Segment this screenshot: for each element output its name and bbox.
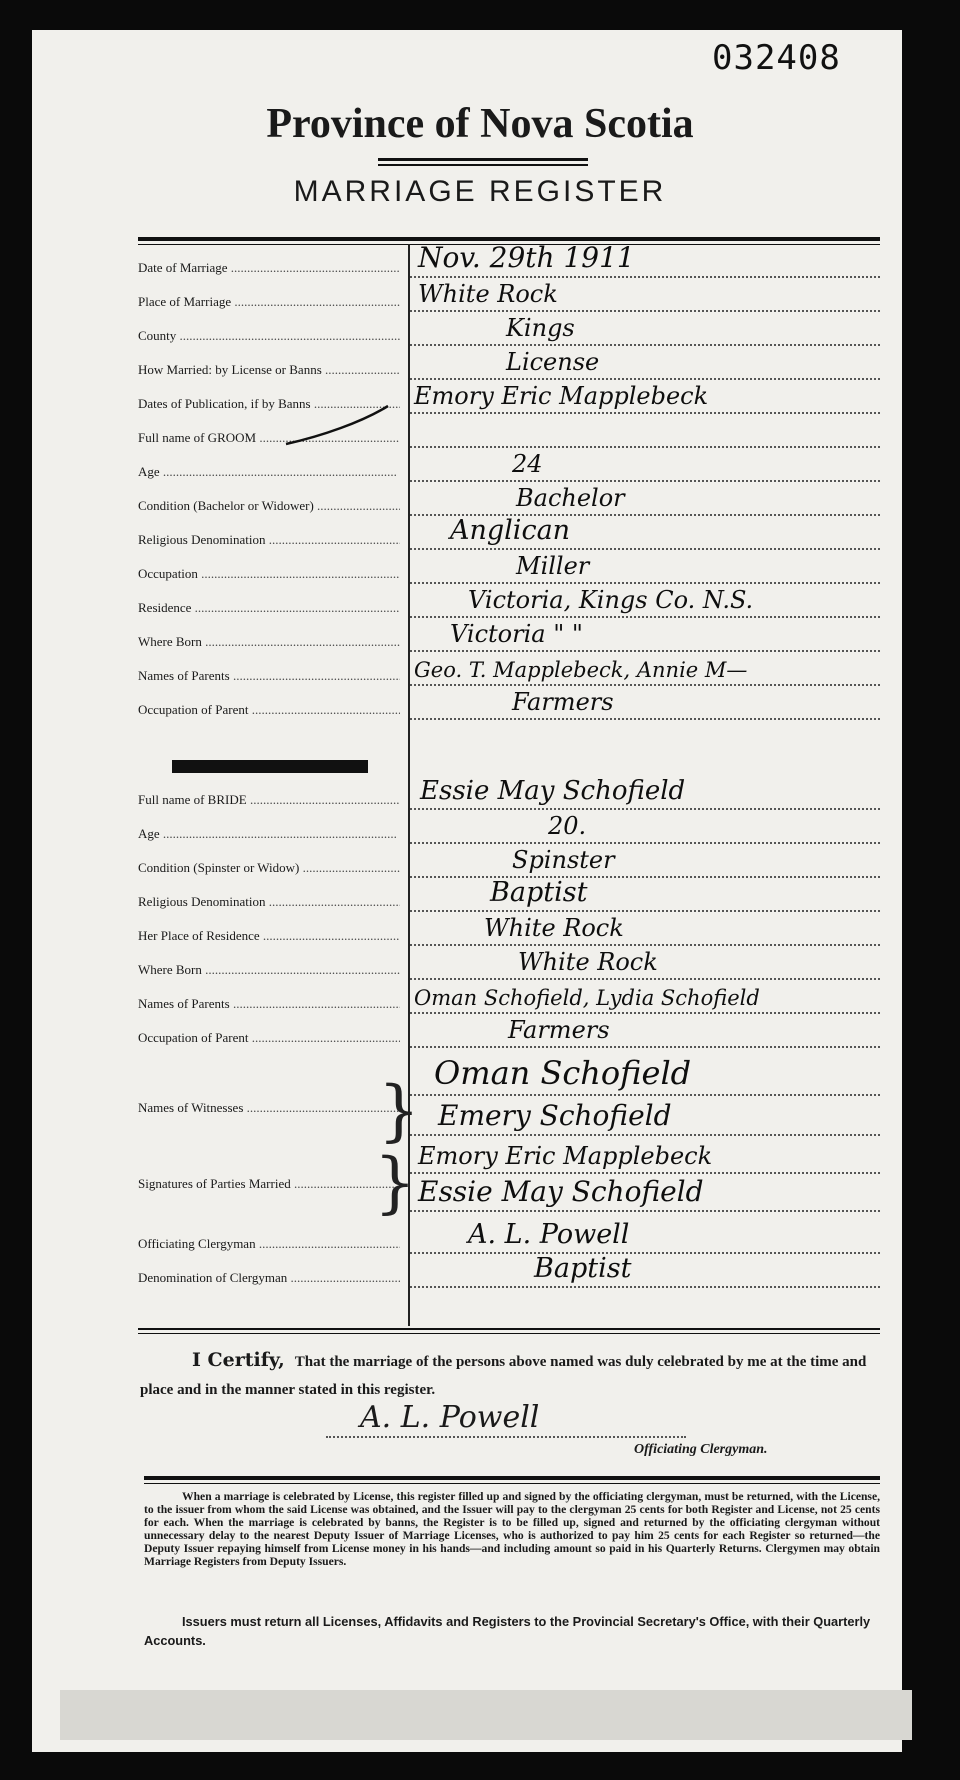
field-value: Baptist	[534, 1253, 632, 1284]
field-label: Officiating Clergyman .....	[138, 1236, 400, 1252]
field-label: Where Born .....	[138, 962, 400, 978]
field-value: Victoria, Kings Co. N.S.	[468, 586, 754, 614]
field-line	[410, 650, 880, 652]
field-bride-parents	[138, 984, 880, 1018]
field-groom-age	[138, 452, 880, 486]
form-title: Province of Nova Scotia	[266, 101, 694, 147]
field-label: Condition (Spinster or Widow) .....	[138, 860, 400, 876]
field-value: Miller	[516, 552, 590, 580]
field-signature-bride	[138, 1175, 880, 1216]
witness-name: Oman Schofield	[434, 1054, 692, 1092]
field-bride-religion	[138, 877, 880, 916]
field-dates-of-publication	[138, 384, 880, 418]
field-label: Names of Parents .....	[138, 668, 400, 684]
field-line	[410, 310, 880, 312]
field-value: 24	[512, 450, 543, 478]
section-rule	[138, 1328, 880, 1330]
field-groom-religion	[138, 515, 880, 554]
field-value: Emory Eric Mapplebeck	[414, 382, 709, 410]
field-line	[410, 548, 880, 550]
field-line	[410, 1012, 880, 1014]
field-groom-name	[138, 418, 880, 452]
section-rule-thin	[138, 1333, 880, 1334]
field-value: Essie May Schofield	[420, 776, 686, 806]
field-line	[410, 1210, 880, 1212]
field-line	[410, 978, 880, 980]
field-value: Spinster	[512, 846, 615, 874]
field-value: Nov. 29th 1911	[418, 241, 635, 274]
field-value: Farmers	[508, 1016, 610, 1044]
field-label: Place of Marriage .....	[138, 294, 400, 310]
field-place-of-marriage	[138, 282, 880, 316]
field-label: Date of Marriage .....	[138, 260, 400, 276]
field-line	[410, 718, 880, 720]
clergy-signature: A. L. Powell	[360, 1400, 540, 1435]
field-label: Full name of BRIDE .....	[138, 792, 400, 808]
field-line	[410, 684, 880, 686]
field-witness-2	[138, 1100, 880, 1140]
field-label: Signatures of Parties Married .....	[138, 1176, 400, 1192]
field-label: Residence .....	[138, 600, 400, 616]
certify-heading: I Certify,	[192, 1349, 285, 1371]
field-groom-parents	[138, 656, 880, 690]
field-line	[410, 276, 880, 278]
field-signature-groom	[138, 1140, 880, 1178]
field-line	[410, 1252, 880, 1254]
notice-rule	[144, 1476, 880, 1480]
field-line	[410, 582, 880, 584]
signature-caption: Officiating Clergyman.	[634, 1442, 768, 1457]
field-label: Occupation of Parent .....	[138, 702, 400, 718]
field-county	[138, 316, 880, 350]
field-label: County .....	[138, 328, 400, 344]
field-line	[410, 842, 880, 844]
form-subtitle: MARRIAGE REGISTER	[293, 175, 667, 208]
field-label: Denomination of Clergyman .....	[138, 1270, 400, 1286]
field-officiating-clergyman	[138, 1219, 880, 1258]
field-groom-residence	[138, 588, 880, 622]
field-value: White Rock	[518, 948, 658, 976]
field-value: Geo. T. Mapplebeck, Annie M—	[414, 658, 748, 682]
field-line	[410, 944, 880, 946]
field-label: Full name of GROOM .....	[138, 430, 400, 446]
field-label: Age .....	[138, 826, 400, 842]
field-value: Victoria " "	[450, 620, 583, 648]
field-label: Occupation of Parent .....	[138, 1030, 400, 1046]
field-bride-birthplace	[138, 950, 880, 984]
field-date-of-marriage	[138, 241, 880, 282]
notice-rule-thin	[144, 1483, 880, 1484]
field-value: White Rock	[484, 914, 624, 942]
field-bride-age	[138, 814, 880, 848]
field-groom-occupation	[138, 554, 880, 588]
certification-statement	[140, 1346, 880, 1404]
field-value: A. L. Powell	[468, 1219, 630, 1250]
field-label: Dates of Publication, if by Banns .....	[138, 396, 400, 412]
field-label: Occupation .....	[138, 566, 400, 582]
field-clergy-denomination	[138, 1253, 880, 1292]
title-underline	[378, 158, 588, 161]
field-line	[410, 1046, 880, 1048]
field-label: Religious Denomination .....	[138, 532, 400, 548]
signature-name: Emory Eric Mapplebeck	[418, 1142, 713, 1170]
instructions-paragraph: When a marriage is celebrated by License, this register filled up and signed by the officiating clergyman, must be returned, with the License, to the issuer from whom the said License was obtained, and the Issuer will pay to the clergyman 25 cents for both Register and License, not 25 cents for each. When the marriage is celebrated by banns, the Register is to be filled up, signed and returned by the officiating clergyman without unnecessary delay to the nearest Deputy Issuer of Marriage Licenses, who is authorized to pay him 25 cents for each Register so returned—the Deputy Issuer repaying himself from License money in his hands—and including amount so paid in his Quarterly Returns. Clergymen may obtain Marriage Registers from Deputy Issuers.	[144, 1490, 880, 1568]
witness-name: Emery Schofield	[438, 1099, 672, 1132]
field-bride-residence	[138, 916, 880, 950]
field-value: Baptist	[490, 877, 588, 908]
field-value: Farmers	[512, 688, 614, 716]
signature-name: Essie May Schofield	[418, 1175, 704, 1208]
field-value: White Rock	[418, 280, 558, 308]
certify-text: That the marriage of the persons above named was duly celebrated by me at the time and place and in the manner stated in this register.	[140, 1354, 867, 1398]
field-label: Names of Witnesses .....	[138, 1100, 400, 1116]
field-line	[410, 412, 880, 414]
field-line	[410, 616, 880, 618]
field-value: License	[506, 348, 600, 376]
field-line	[410, 1134, 880, 1136]
field-label: Where Born .....	[138, 634, 400, 650]
field-value: Kings	[506, 314, 575, 342]
field-line	[410, 876, 880, 878]
field-line	[410, 378, 880, 380]
signature-brace: }	[374, 1144, 416, 1221]
field-groom-birthplace	[138, 622, 880, 656]
issuers-notice: Issuers must return all Licenses, Affidavits and Registers to the Provincial Secretary's Office, with their Quarterly Accounts.	[144, 1614, 871, 1648]
field-line	[410, 446, 880, 448]
field-witness-1	[138, 1054, 880, 1100]
bride-section-bar	[172, 760, 368, 773]
field-label: How Married: by License or Banns .....	[138, 362, 400, 378]
field-groom-parent-occupation	[138, 690, 880, 724]
field-label: Names of Parents .....	[138, 996, 400, 1012]
field-bride-parent-occupation	[138, 1018, 880, 1052]
field-label: Her Place of Residence .....	[138, 928, 400, 944]
field-line	[410, 344, 880, 346]
signature-line	[326, 1436, 686, 1438]
field-label: Religious Denomination .....	[138, 894, 400, 910]
title-underline-second	[378, 164, 588, 166]
field-line	[410, 480, 880, 482]
serial-number: 032408	[712, 38, 841, 78]
field-value: Oman Schofield, Lydia Schofield	[414, 986, 760, 1010]
field-value: Bachelor	[516, 484, 625, 512]
field-line	[410, 1286, 880, 1288]
field-label: Condition (Bachelor or Widower) .....	[138, 498, 400, 514]
field-line	[410, 808, 880, 810]
paper-fold-edge	[60, 1690, 912, 1740]
field-line	[410, 910, 880, 912]
pen-stroke-arrow	[282, 400, 392, 450]
witness-brace: }	[378, 1072, 420, 1149]
field-value: 20.	[548, 812, 587, 840]
field-line	[410, 1172, 880, 1174]
field-how-married	[138, 350, 880, 384]
field-bride-name	[138, 776, 880, 814]
field-value: Anglican	[450, 515, 571, 546]
field-line	[410, 1094, 880, 1096]
field-label: Age .....	[138, 464, 400, 480]
